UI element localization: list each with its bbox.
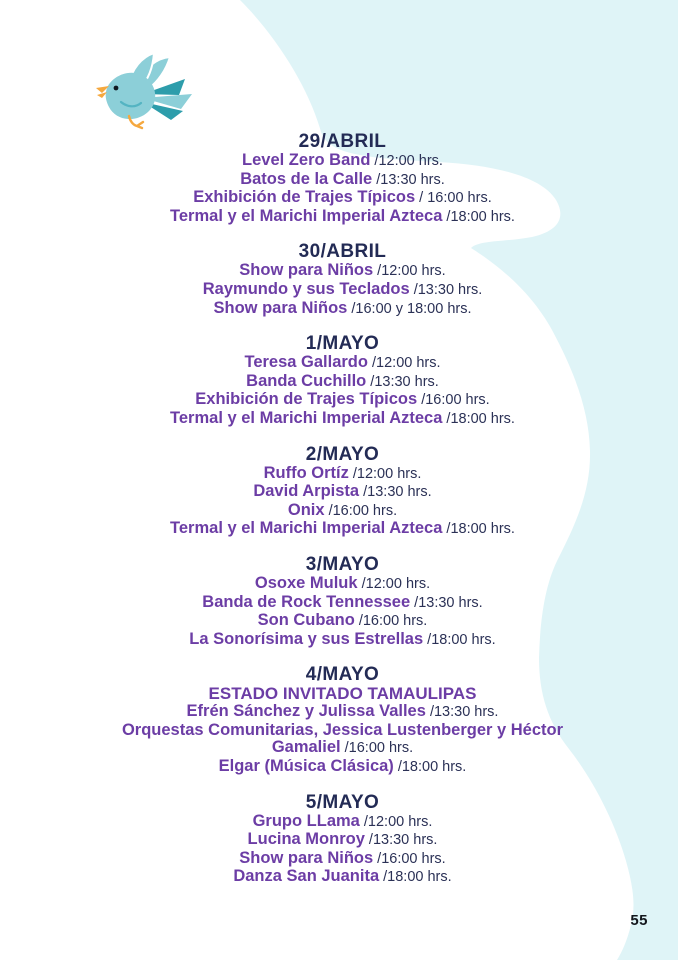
event-time: /16:00 hrs. bbox=[373, 850, 446, 867]
event-time: /13:30 hrs. bbox=[366, 373, 439, 390]
event-time: /16:00 y 18:00 hrs. bbox=[347, 300, 472, 317]
event-time: /13:30 hrs. bbox=[372, 171, 445, 188]
event-line bbox=[110, 868, 575, 887]
event-line bbox=[110, 300, 575, 319]
event-line bbox=[110, 594, 575, 613]
schedule-list bbox=[110, 131, 575, 902]
event-line bbox=[110, 722, 575, 758]
event-line bbox=[110, 208, 575, 227]
event-line bbox=[110, 189, 575, 208]
event-time: /18:00 hrs. bbox=[442, 208, 515, 225]
event-name: Lucina Monroy bbox=[247, 830, 365, 849]
event-line bbox=[110, 850, 575, 869]
event-line bbox=[110, 391, 575, 410]
event-name: Level Zero Band bbox=[242, 151, 371, 169]
event-time: /12:00 hrs. bbox=[348, 465, 422, 482]
event-time: /18:00 hrs. bbox=[393, 759, 467, 776]
event-name: Banda Cuchillo bbox=[246, 371, 367, 390]
section-date: 1/MAYO bbox=[305, 333, 380, 355]
event-time: /12:00 hrs. bbox=[370, 153, 443, 169]
event-name: Osoxe Muluk bbox=[254, 573, 358, 592]
event-line bbox=[110, 410, 575, 429]
section-date: 4/MAYO bbox=[305, 664, 380, 686]
event-name: Onix bbox=[287, 500, 325, 519]
schedule-section bbox=[110, 333, 575, 428]
event-name: Termal y el Marichi Imperial Azteca bbox=[170, 408, 443, 427]
schedule-section bbox=[110, 664, 575, 776]
section-date: 3/MAYO bbox=[305, 553, 380, 575]
event-time: /18:00 hrs. bbox=[442, 410, 515, 427]
event-name: Exhibición de Trajes Típicos bbox=[193, 188, 416, 207]
schedule-section bbox=[110, 792, 575, 887]
event-line bbox=[110, 631, 575, 650]
event-time: /12:00 hrs. bbox=[357, 575, 431, 592]
event-line bbox=[110, 520, 575, 539]
event-time: /18:00 hrs. bbox=[423, 631, 496, 648]
event-line bbox=[110, 354, 575, 373]
event-line bbox=[110, 465, 575, 484]
schedule-section bbox=[110, 241, 575, 318]
event-name: Exhibición de Trajes Típicos bbox=[195, 390, 418, 409]
event-name: Show para Niños bbox=[239, 261, 374, 280]
bird-body bbox=[106, 73, 156, 119]
event-time: /16:00 hrs. bbox=[417, 392, 490, 409]
event-time: /12:00 hrs. bbox=[367, 355, 441, 372]
event-time: /13:30 hrs. bbox=[409, 281, 483, 298]
section-date: 29/ABRIL bbox=[298, 131, 387, 152]
event-time: /16:00 hrs. bbox=[324, 502, 398, 519]
event-name: Banda de Rock Tennessee bbox=[202, 592, 411, 611]
event-time: /16:00 hrs. bbox=[340, 740, 414, 757]
event-time: /12:00 hrs. bbox=[359, 813, 433, 830]
event-time: /12:00 hrs. bbox=[373, 263, 446, 280]
event-line bbox=[110, 152, 575, 171]
event-line bbox=[110, 575, 575, 594]
section-subtitle: ESTADO INVITADO TAMAULIPAS bbox=[208, 684, 477, 704]
event-line bbox=[110, 831, 575, 850]
event-name: Termal y el Marichi Imperial Azteca bbox=[170, 519, 443, 538]
event-line bbox=[110, 281, 575, 300]
event-name: Danza San Juanita bbox=[233, 867, 380, 886]
event-name: Elgar (Música Clásica) bbox=[218, 757, 394, 776]
event-name: Termal y el Marichi Imperial Azteca bbox=[170, 206, 443, 225]
event-name: Ruffo Ortíz bbox=[263, 463, 349, 482]
event-line bbox=[110, 612, 575, 631]
event-time: /13:30 hrs. bbox=[410, 594, 483, 611]
event-name: Batos de la Calle bbox=[240, 169, 373, 188]
event-name: Show para Niños bbox=[213, 298, 348, 317]
event-line bbox=[110, 758, 575, 777]
event-name: La Sonorísima y sus Estrellas bbox=[189, 629, 424, 648]
event-name: Efrén Sánchez y Julissa Valles bbox=[186, 702, 426, 721]
event-line bbox=[110, 171, 575, 190]
event-name: Grupo LLama bbox=[252, 811, 360, 830]
schedule-section bbox=[110, 554, 575, 649]
event-time: /13:30 hrs. bbox=[364, 832, 438, 849]
event-line bbox=[110, 813, 575, 832]
event-name: Orquestas Comunitarias, Jessica Lustenberger y Héctor Gamaliel bbox=[121, 720, 564, 757]
event-time: /16:00 hrs. bbox=[354, 613, 428, 630]
event-line bbox=[110, 703, 575, 722]
event-line bbox=[110, 262, 575, 281]
section-date: 5/MAYO bbox=[305, 791, 380, 813]
event-time: /18:00 hrs. bbox=[379, 869, 452, 886]
event-name: Raymundo y sus Teclados bbox=[202, 279, 410, 298]
bird-eye bbox=[114, 86, 119, 91]
page-number: 55 bbox=[630, 912, 648, 929]
event-name: David Arpista bbox=[253, 482, 360, 501]
event-line bbox=[110, 373, 575, 392]
section-date: 30/ABRIL bbox=[298, 241, 387, 263]
event-name: Show para Niños bbox=[239, 848, 374, 867]
event-time: /13:30 hrs. bbox=[359, 484, 432, 501]
event-line bbox=[110, 502, 575, 521]
event-name: Teresa Gallardo bbox=[244, 353, 368, 372]
schedule-section bbox=[110, 444, 575, 539]
event-time: /18:00 hrs. bbox=[442, 521, 515, 538]
schedule-section bbox=[110, 131, 575, 226]
event-time: / 16:00 hrs. bbox=[415, 190, 492, 207]
bluebird-flying-icon bbox=[88, 52, 198, 134]
event-line bbox=[110, 483, 575, 502]
section-date: 2/MAYO bbox=[305, 443, 380, 465]
event-name: Son Cubano bbox=[257, 611, 355, 630]
event-time: /13:30 hrs. bbox=[425, 704, 499, 721]
